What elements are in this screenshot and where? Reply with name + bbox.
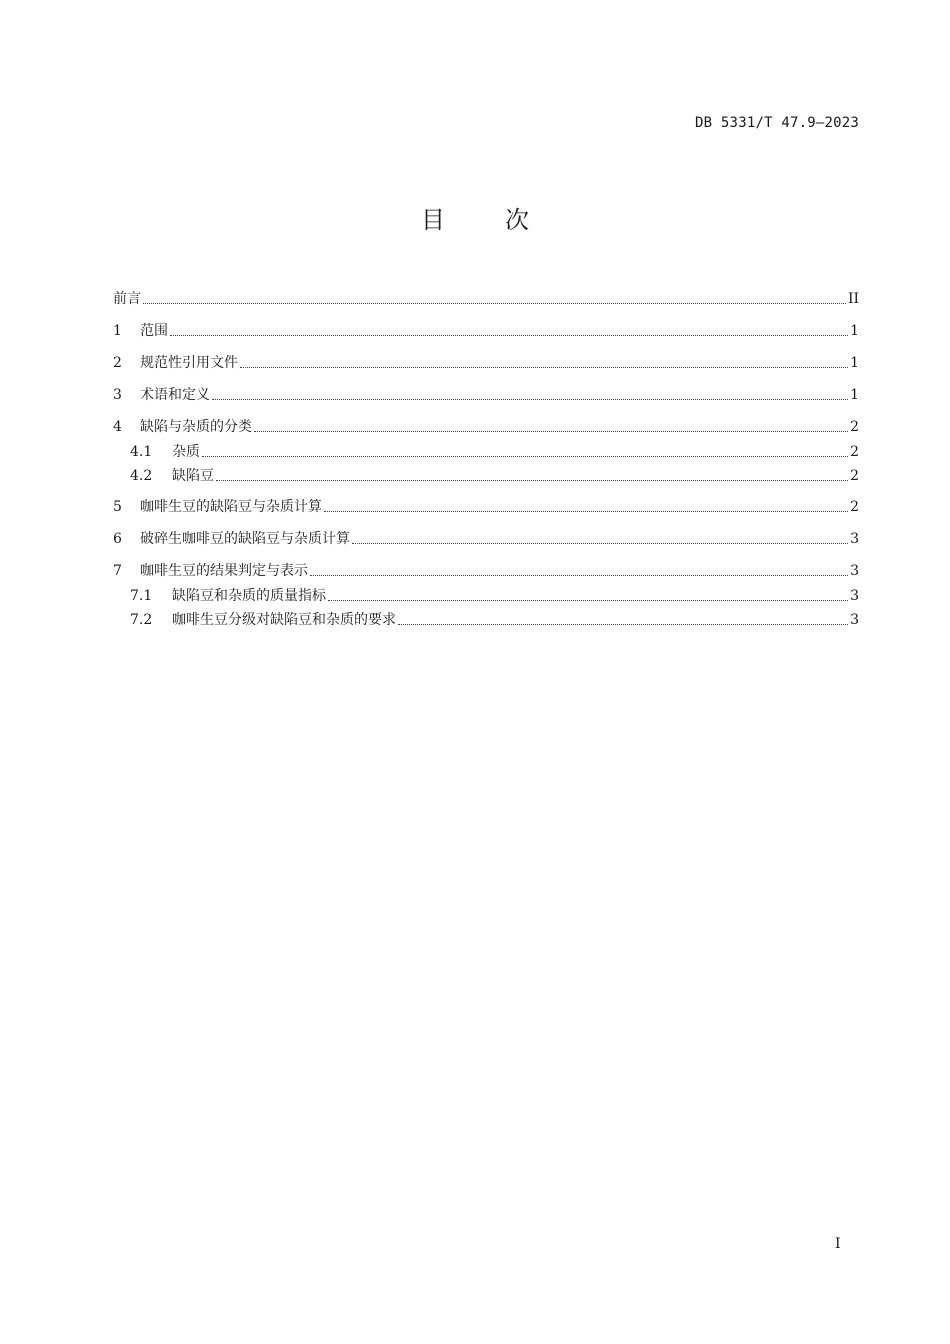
toc-entry-title: 缺陷与杂质的分类 (140, 419, 252, 435)
dot-leader (170, 335, 848, 336)
toc-entry-title: 咖啡生豆的结果判定与表示 (140, 563, 308, 579)
toc-entry-title: 术语和定义 (140, 387, 210, 403)
toc-entry-page: 2 (850, 468, 859, 484)
toc-entry-title: 咖啡生豆的缺陷豆与杂质计算 (140, 499, 322, 515)
toc-entry-page: 2 (850, 444, 859, 460)
toc-entry-title: 缺陷豆和杂质的质量指标 (172, 588, 326, 604)
toc-title-char-2: 次 (505, 206, 529, 234)
toc-entry-number: 1 (113, 323, 122, 339)
standard-code: DB 5331/T 47.9—2023 (695, 115, 859, 131)
toc-entry-title: 破碎生咖啡豆的缺陷豆与杂质计算 (140, 531, 350, 547)
toc-entry-4-2[interactable] (130, 466, 859, 486)
toc-entry-title: 范围 (140, 323, 168, 339)
toc-entry-number: 2 (113, 355, 122, 371)
toc-entry-1[interactable] (113, 321, 859, 341)
toc-entry-6[interactable] (113, 529, 859, 549)
dot-leader (212, 399, 848, 400)
toc-entry-2[interactable] (113, 353, 859, 373)
toc-entry-foreword[interactable] (113, 289, 859, 309)
toc-entry-page: 2 (850, 419, 859, 435)
toc-entry-4[interactable] (113, 417, 859, 437)
toc-entry-number: 4 (113, 419, 122, 435)
toc-entry-title: 规范性引用文件 (140, 355, 238, 371)
toc-entry-4-1[interactable] (130, 442, 859, 462)
toc-entry-page: 3 (850, 563, 859, 579)
toc-entry-3[interactable] (113, 385, 859, 405)
toc-entry-page: 2 (850, 499, 859, 515)
dot-leader (328, 600, 848, 601)
toc-entry-7-1[interactable] (130, 586, 859, 606)
toc-entry-title: 前言 (113, 291, 141, 307)
toc-entry-page: 1 (850, 387, 859, 403)
dot-leader (352, 543, 848, 544)
toc-entry-page: II (847, 291, 859, 307)
toc-entry-number: 7.2 (130, 612, 153, 628)
toc-entry-title: 咖啡生豆分级对缺陷豆和杂质的要求 (172, 612, 396, 628)
dot-leader (398, 624, 848, 625)
toc-entry-number: 4.1 (130, 444, 153, 460)
toc-entry-number: 4.2 (130, 468, 153, 484)
toc-entry-7-2[interactable] (130, 610, 859, 630)
toc-entry-number: 7 (113, 563, 122, 579)
toc-entry-page: 3 (850, 612, 859, 628)
toc-entry-5[interactable] (113, 497, 859, 517)
toc-entry-page: 1 (850, 355, 859, 371)
toc-title-char-1: 目 (421, 206, 445, 234)
dot-leader (254, 431, 848, 432)
toc-entry-number: 7.1 (130, 588, 153, 604)
toc-entry-title: 杂质 (172, 444, 200, 460)
toc-entry-title: 缺陷豆 (172, 468, 214, 484)
dot-leader (310, 575, 848, 576)
toc-entry-number: 3 (113, 387, 122, 403)
toc-entry-page: 3 (850, 531, 859, 547)
dot-leader (202, 456, 848, 457)
dot-leader (216, 480, 848, 481)
page-number: I (835, 1236, 841, 1252)
dot-leader (324, 511, 848, 512)
toc-entry-page: 1 (850, 323, 859, 339)
dot-leader (143, 303, 846, 304)
toc-entry-number: 6 (113, 531, 122, 547)
dot-leader (240, 367, 848, 368)
toc-entry-number: 5 (113, 499, 122, 515)
toc-title (0, 200, 950, 235)
toc-entry-page: 3 (850, 588, 859, 604)
toc-entry-7[interactable] (113, 561, 859, 581)
